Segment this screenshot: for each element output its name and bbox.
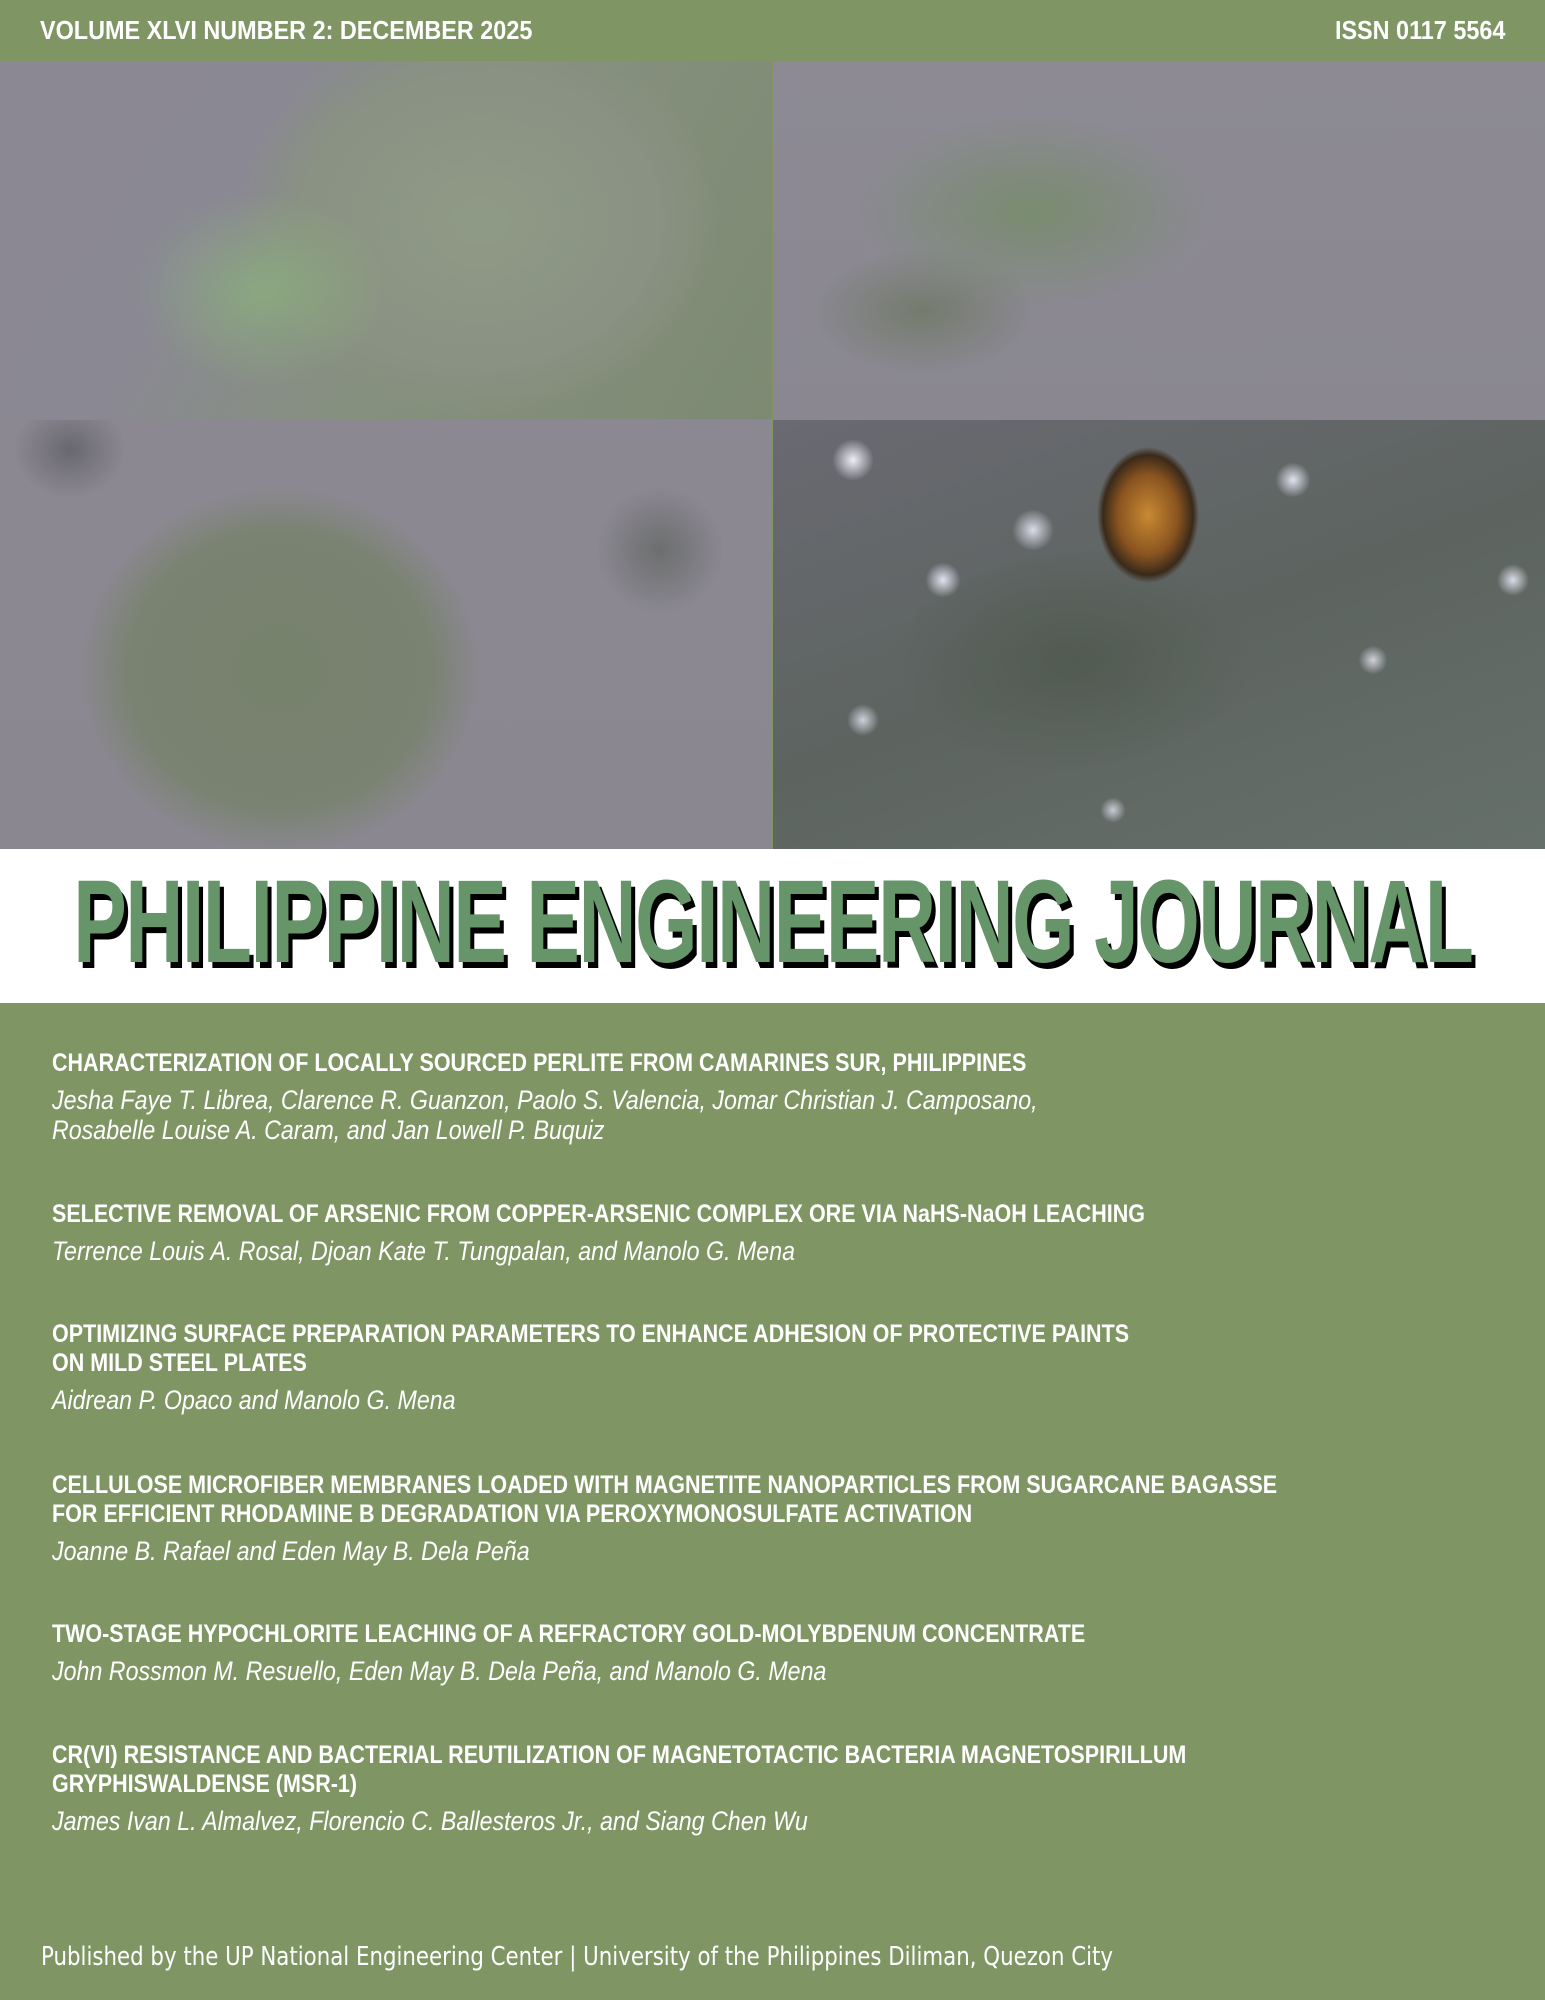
article-title: CHARACTERIZATION OF LOCALLY SOURCED PERLITE FROM CAMARINES SUR, PHILIPPINES [52, 1049, 1027, 1077]
issn-label: ISSN 0117 5564 [1334, 15, 1505, 45]
article-authors: Joanne B. Rafael and Eden May B. Dela Peña [52, 1536, 530, 1566]
article-entry [52, 1471, 1545, 1567]
article-authors: Aidrean P. Opaco and Manolo G. Mena [52, 1385, 456, 1415]
micrograph-bottom-right [773, 420, 1545, 849]
article-title: TWO-STAGE HYPOCHLORITE LEACHING OF A REFRACTORY GOLD-MOLYBDENUM CONCENTRATE [52, 1620, 1086, 1648]
cover-image-grid [0, 61, 1545, 849]
article-authors: Terrence Louis A. Rosal, Djoan Kate T. Tungpalan, and Manolo G. Mena [52, 1236, 796, 1266]
article-title: CR(VI) RESISTANCE AND BACTERIAL REUTILIZATION OF MAGNETOTACTIC BACTERIA MAGNETOSPIRILLUM [52, 1741, 1187, 1769]
journal-title: PHILIPPINE ENGINEERING JOURNAL [72, 856, 1473, 988]
article-entry [52, 1200, 1545, 1267]
journal-title-band [0, 849, 1545, 1003]
publisher-footer: Published by the UP National Engineering Center | University of the Philippines Diliman, Quezon City [41, 1942, 1114, 1972]
article-entry [52, 1049, 1545, 1146]
article-title: GRYPHISWALDENSE (MSR-1) [52, 1770, 358, 1798]
article-title: ON MILD STEEL PLATES [52, 1349, 307, 1377]
article-title: CELLULOSE MICROFIBER MEMBRANES LOADED WITH MAGNETITE NANOPARTICLES FROM SUGARCANE BAGASSE [52, 1471, 1278, 1499]
issue-header-band [0, 0, 1545, 61]
micrograph-bottom-left [0, 420, 772, 849]
article-entry [52, 1320, 1545, 1416]
micrograph-top-left [0, 61, 772, 419]
article-authors: James Ivan L. Almalvez, Florencio C. Ballesteros Jr., and Siang Chen Wu [52, 1806, 808, 1836]
article-title: OPTIMIZING SURFACE PREPARATION PARAMETERS TO ENHANCE ADHESION OF PROTECTIVE PAINTS [52, 1320, 1130, 1348]
article-authors: Rosabelle Louise A. Caram, and Jan Lowell P. Buquiz [52, 1115, 605, 1145]
article-authors: Jesha Faye T. Librea, Clarence R. Guanzon, Paolo S. Valencia, Jomar Christian J. Camposano, [52, 1085, 1038, 1115]
article-entry [52, 1741, 1545, 1837]
article-entry [52, 1620, 1545, 1687]
article-title: SELECTIVE REMOVAL OF ARSENIC FROM COPPER-ARSENIC COMPLEX ORE VIA NaHS-NaOH LEACHING [52, 1200, 1146, 1228]
volume-issue-label: VOLUME XLVI NUMBER 2: DECEMBER 2025 [40, 15, 533, 45]
micrograph-top-right [773, 61, 1545, 419]
article-authors: John Rossmon M. Resuello, Eden May B. Dela Peña, and Manolo G. Mena [52, 1656, 827, 1686]
article-title: FOR EFFICIENT RHODAMINE B DEGRADATION VIA PEROXYMONOSULFATE ACTIVATION [52, 1500, 973, 1528]
